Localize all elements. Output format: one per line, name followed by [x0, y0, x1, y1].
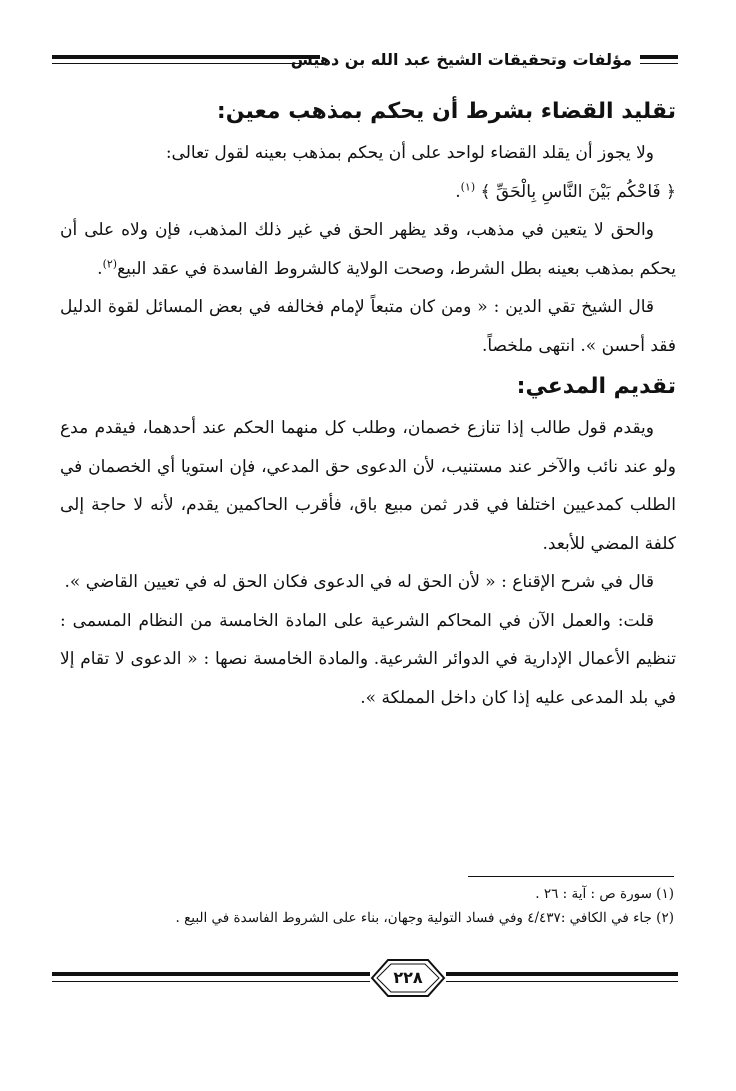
page-body: [60, 90, 676, 717]
sentence-end: .: [97, 258, 103, 279]
header-title: مؤلفات وتحقيقات الشيخ عبد الله بن دهيش: [290, 50, 632, 69]
running-header: [52, 48, 678, 72]
paragraph-judiciary-intro: [60, 134, 676, 211]
header-rule-right: [640, 55, 678, 64]
paragraph-claimant-priority: ويقدم قول طالب إذا تنازع خصمان، وطلب كل منهما الحكم عند أحدهما، فيقدم مدع ولو عند نائب والآخر عند مستنيب، لأن الدعوى حق المدعي، فإن استويا أي الخصمان في الطلب كمدعيين اختلفا في قدر ثمن مبيع باق، فأقرب الحاكمين يقدم، لأنه لا حاجة إلى كلفة المضي للأبعد.: [60, 418, 676, 554]
page-number: ٢٢٨: [393, 968, 423, 987]
footer-rule-right: [446, 972, 678, 982]
paragraph-truth-not-fixed: [60, 211, 676, 288]
footnote-2: (٢) جاء في الكافي :٤/٤٣٧ وفي فساد التولية وجهان، بناء على الشروط الفاسدة في البيع .: [175, 910, 674, 926]
sentence-end: .: [455, 181, 461, 202]
page-number-badge: [370, 958, 446, 998]
paragraph-current-practice: قلت: والعمل الآن في المحاكم الشرعية على المادة الخامسة من النظام المسمى : تنظيم الأعمال الإدارية في الدوائر الشرعية. والمادة الخامسة نصها : « الدعوى لا تقام إلا في بلد المدعى عليه إذا كان داخل المملكة ».: [60, 610, 676, 708]
paragraph-text: ولا يجوز أن يقلد القضاء لواحد على أن يحكم بمذهب بعينه لقول تعالى:: [165, 143, 654, 163]
header-rule-left: [52, 55, 320, 64]
paragraph-taqi-aldin-quote: قال الشيخ تقي الدين : « ومن كان متبعاً لإمام فخالفه في بعض المسائل لقوة الدليل فقد أحسن ». انتهى ملخصاً.: [60, 297, 676, 356]
paragraph-text: والحق لا يتعين في مذهب، وقد يظهر الحق في غير ذلك المذهب، فإن ولاه على أن يحكم بمذهب بعينه بطل الشرط، وصحت الولاية كالشروط الفاسدة في عقد البيع: [60, 220, 676, 279]
footnote-marker-1: (١): [460, 179, 476, 193]
page-footer: [52, 958, 678, 998]
footer-rule-left: [52, 972, 370, 982]
footnote-marker-2: (٢): [102, 256, 118, 270]
section-heading-judiciary: تقليد القضاء بشرط أن يحكم بمذهب معين:: [216, 99, 676, 124]
section-heading-claimant: تقديم المدعي:: [516, 374, 676, 399]
footnote-separator: [468, 876, 674, 877]
footnotes: [54, 882, 674, 930]
paragraph-iqna-quote: قال في شرح الإقناع : « لأن الحق له في الدعوى فكان الحق له في تعيين القاضي ».: [64, 572, 654, 592]
footnote-1: (١) سورة ص : آية : ٢٦ .: [535, 886, 674, 902]
quran-verse: ﴿ فَاحْكُم بَيْنَ النَّاسِ بِالْحَقِّ ﴾: [480, 181, 676, 202]
